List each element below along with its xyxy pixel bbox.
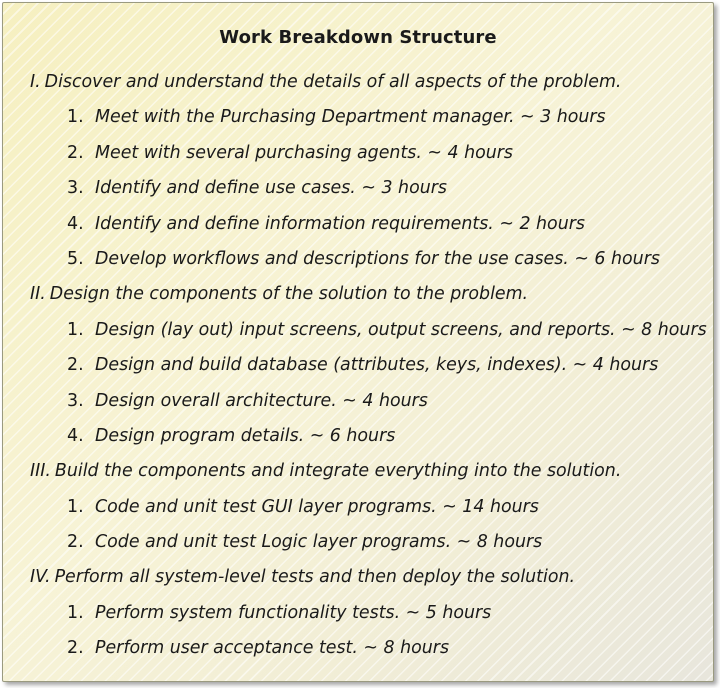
task-text: Develop workflows and descriptions for the use cases. ~ 6 hours: [95, 248, 660, 269]
task-text: Design (lay out) input screens, output screens, and reports. ~ 8 hours: [95, 319, 707, 340]
task-text: Design and build database (attributes, keys, indexes). ~ 4 hours: [95, 355, 659, 376]
task-item: [3, 317, 713, 352]
page-title: Work Breakdown Structure: [219, 27, 497, 48]
section-heading: [3, 69, 713, 104]
section-text: Design the components of the solution to the problem.: [49, 284, 529, 305]
section-text: Perform all system-level tests and then deploy the solution.: [54, 567, 576, 588]
section-text: Build the components and integrate everything into the solution.: [54, 461, 622, 482]
task-number: 2.: [67, 142, 84, 163]
task-number: 4.: [67, 213, 84, 234]
wbs-list: [3, 69, 713, 671]
task-item: [3, 600, 713, 635]
task-number: 2.: [67, 638, 84, 659]
task-number: 1.: [67, 602, 84, 623]
task-item: [3, 211, 713, 246]
task-item: [3, 175, 713, 210]
task-number: 3.: [67, 178, 84, 199]
task-item: [3, 423, 713, 458]
task-number: 2.: [67, 532, 84, 553]
task-number: 1.: [67, 496, 84, 517]
task-item: [3, 246, 713, 281]
section-numeral: II.: [30, 284, 46, 305]
section-heading: [3, 564, 713, 599]
section-numeral: I.: [30, 72, 41, 92]
task-text: Meet with the Purchasing Department manager. ~ 3 hours: [95, 107, 606, 128]
section-heading: [3, 281, 713, 316]
task-text: Code and unit test Logic layer programs. ~ 8 hours: [95, 532, 543, 553]
task-text: Design program details. ~ 6 hours: [95, 425, 396, 446]
wbs-card: [2, 2, 714, 682]
task-number: 5.: [67, 248, 84, 269]
task-number: 3.: [67, 390, 84, 411]
task-item: [3, 494, 713, 529]
task-number: 1.: [67, 107, 84, 128]
task-text: Perform system functionality tests. ~ 5 hours: [95, 602, 492, 623]
task-text: Identify and define information requirements. ~ 2 hours: [95, 213, 585, 234]
task-item: [3, 635, 713, 670]
task-item: [3, 140, 713, 175]
task-number: 2.: [67, 355, 84, 376]
task-text: Perform user acceptance test. ~ 8 hours: [95, 638, 450, 659]
section-heading: [3, 458, 713, 493]
task-text: Code and unit test GUI layer programs. ~ 14 hours: [95, 496, 539, 517]
task-number: 4.: [67, 425, 84, 446]
section-numeral: IV.: [30, 567, 51, 588]
section-numeral: III.: [30, 461, 51, 482]
task-item: [3, 388, 713, 423]
task-number: 1.: [67, 319, 84, 340]
task-text: Design overall architecture. ~ 4 hours: [95, 390, 428, 411]
task-item: [3, 352, 713, 387]
task-text: Identify and define use cases. ~ 3 hours: [95, 178, 447, 199]
task-text: Meet with several purchasing agents. ~ 4 hours: [95, 142, 513, 163]
section-text: Discover and understand the details of all aspects of the problem.: [44, 72, 622, 92]
task-item: [3, 529, 713, 564]
task-item: [3, 104, 713, 139]
